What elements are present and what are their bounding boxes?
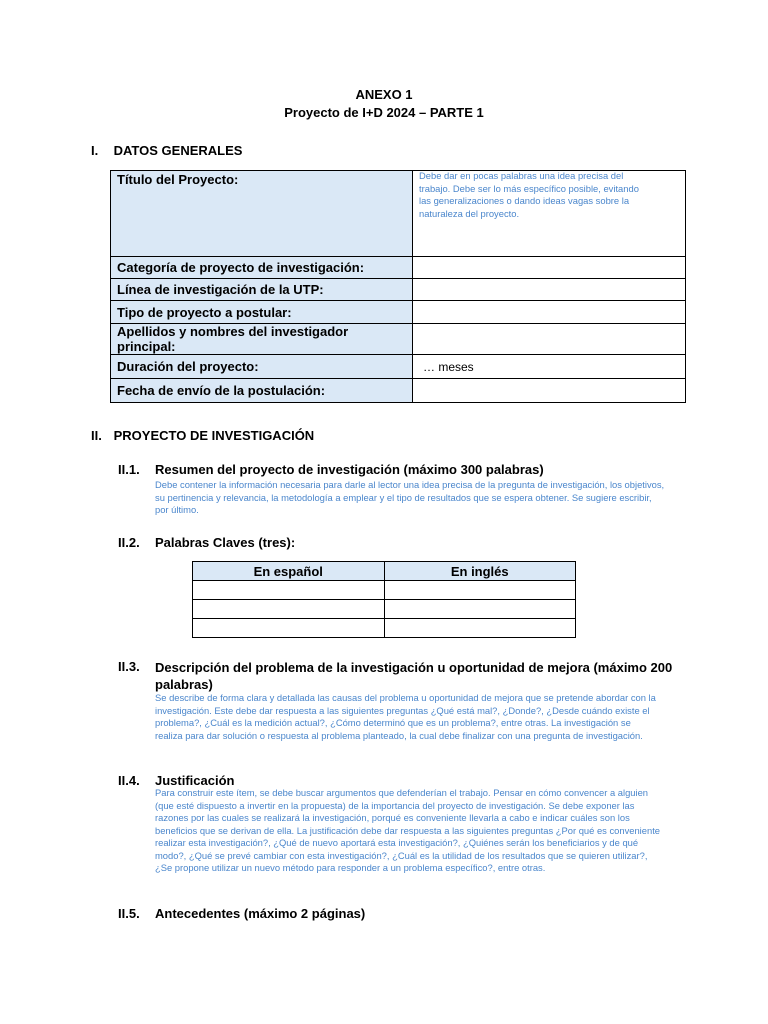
project-type-field[interactable]: [413, 301, 686, 324]
row-label: Fecha de envío de la postulación:: [111, 379, 413, 403]
general-data-table: [110, 170, 686, 403]
section-2-number: II.: [91, 428, 102, 443]
submission-date-field[interactable]: [413, 379, 686, 403]
row-label: Tipo de proyecto a postular:: [111, 301, 413, 324]
table-row: [193, 581, 576, 600]
column-header-spanish: En español: [193, 562, 385, 581]
annex-title: ANEXO 1: [355, 87, 413, 102]
table-row: [111, 324, 686, 355]
subsection-title: Palabras Claves (tres):: [155, 535, 296, 550]
summary-hint: Debe contener la información necesaria para darle al lector una idea precisa de la pregunta de investigación, los objetivos, su pertinencia y relevancia, la metodología a emplear y el tipo de resultados que se espera obtener. Se sugiere escribir, por último.: [155, 479, 665, 515]
section-1-title: DATOS GENERALES: [113, 143, 243, 158]
project-title-field[interactable]: [413, 171, 686, 257]
row-label: Apellidos y nombres del investigador principal:: [111, 324, 413, 355]
section-2-title: PROYECTO DE INVESTIGACIÓN: [113, 428, 315, 443]
duration-field[interactable]: … meses: [413, 355, 686, 379]
subsection-title: Resumen del proyecto de investigación (máximo 300 palabras): [155, 462, 544, 477]
subsection-number: II.1.: [118, 462, 140, 477]
subsection-number: II.4.: [118, 773, 140, 788]
row-label: Duración del proyecto:: [111, 355, 413, 379]
subsection-title: Justificación: [155, 773, 235, 788]
column-header-english: En inglés: [384, 562, 576, 581]
subsection-title: Descripción del problema de la investigación u oportunidad de mejora (máximo 200 palabras): [155, 660, 673, 692]
subsection-heading: [118, 906, 678, 924]
keyword-en-cell[interactable]: [384, 619, 576, 638]
subsection-number: II.2.: [118, 535, 140, 550]
table-row: [193, 619, 576, 638]
row-label: Categoría de proyecto de investigación:: [111, 257, 413, 279]
table-header-row: [193, 562, 576, 581]
table-row: [111, 279, 686, 301]
table-row: [111, 355, 686, 379]
keywords-table: [192, 561, 576, 638]
section-1-heading: [91, 143, 242, 158]
table-row: [111, 171, 686, 257]
subsection-heading: [118, 462, 678, 480]
keyword-es-cell[interactable]: [193, 581, 385, 600]
subsection-heading: [118, 659, 678, 693]
category-field[interactable]: [413, 257, 686, 279]
keyword-en-cell[interactable]: [384, 600, 576, 619]
subsection-number: II.3.: [118, 659, 140, 674]
table-row: [111, 257, 686, 279]
document-subtitle: Proyecto de I+D 2024 – PARTE 1: [284, 105, 484, 120]
problem-hint: Se describe de forma clara y detallada las causas del problema u oportunidad de mejora que se pretende abordar con la investigación. Este debe dar respuesta a las siguientes preguntas ¿Qué está mal?, ¿Donde?, ¿Desde cuándo existe el problema?, ¿Cuál es la medición actual?, ¿Cómo determinó que es un problema?, entre otras. La investigación se realiza para dar solución o respuesta al problema planteado, la cual debe finalizar con una pregunta de investigación.: [155, 692, 656, 741]
table-row: [193, 600, 576, 619]
row-label: Título del Proyecto:: [111, 171, 413, 257]
row-label: Línea de investigación de la UTP:: [111, 279, 413, 301]
table-row: [111, 301, 686, 324]
keyword-es-cell[interactable]: [193, 619, 385, 638]
subsection-heading: [118, 535, 678, 553]
justification-hint: Para construir este ítem, se debe buscar argumentos que defenderían el trabajo. Pensar en cómo convencer a alguien (que esté dispuesto a invertir en la propuesta) de la importancia del proyecto de investigación. Se debe exponer las razones por las cuales se realizará la investigación, porqué es conveniente llevarla a cabo e indicar cuáles son los beneficios que se derivan de ella. La justificación debe dar respuesta a las siguientes preguntas ¿Por qué es conveniente realizar esta investigación?, ¿Qué de nuevo aportará esta investigación?, ¿Quiénes serán los beneficiarios y de qué modo?, ¿Qué se prevé cambiar con esta investigación?, ¿Cuál es la utilidad de los resultados que se quieren utilizar?, ¿Se propone utilizar un nuevo método para responder a un problema específico?, entre otras.: [155, 787, 661, 873]
keyword-es-cell[interactable]: [193, 600, 385, 619]
project-title-hint: Debe dar en pocas palabras una idea precisa del trabajo. Debe ser lo más específico posible, evitando las generalizaciones o dando ideas vagas sobre la naturaleza del proyecto.: [419, 170, 639, 219]
subsection-title: Antecedentes (máximo 2 páginas): [155, 906, 366, 921]
investigator-field[interactable]: [413, 324, 686, 355]
table-row: [111, 379, 686, 403]
section-2-heading: [91, 428, 314, 443]
keyword-en-cell[interactable]: [384, 581, 576, 600]
research-line-field[interactable]: [413, 279, 686, 301]
section-1-number: I.: [91, 143, 99, 158]
subsection-number: II.5.: [118, 906, 140, 921]
